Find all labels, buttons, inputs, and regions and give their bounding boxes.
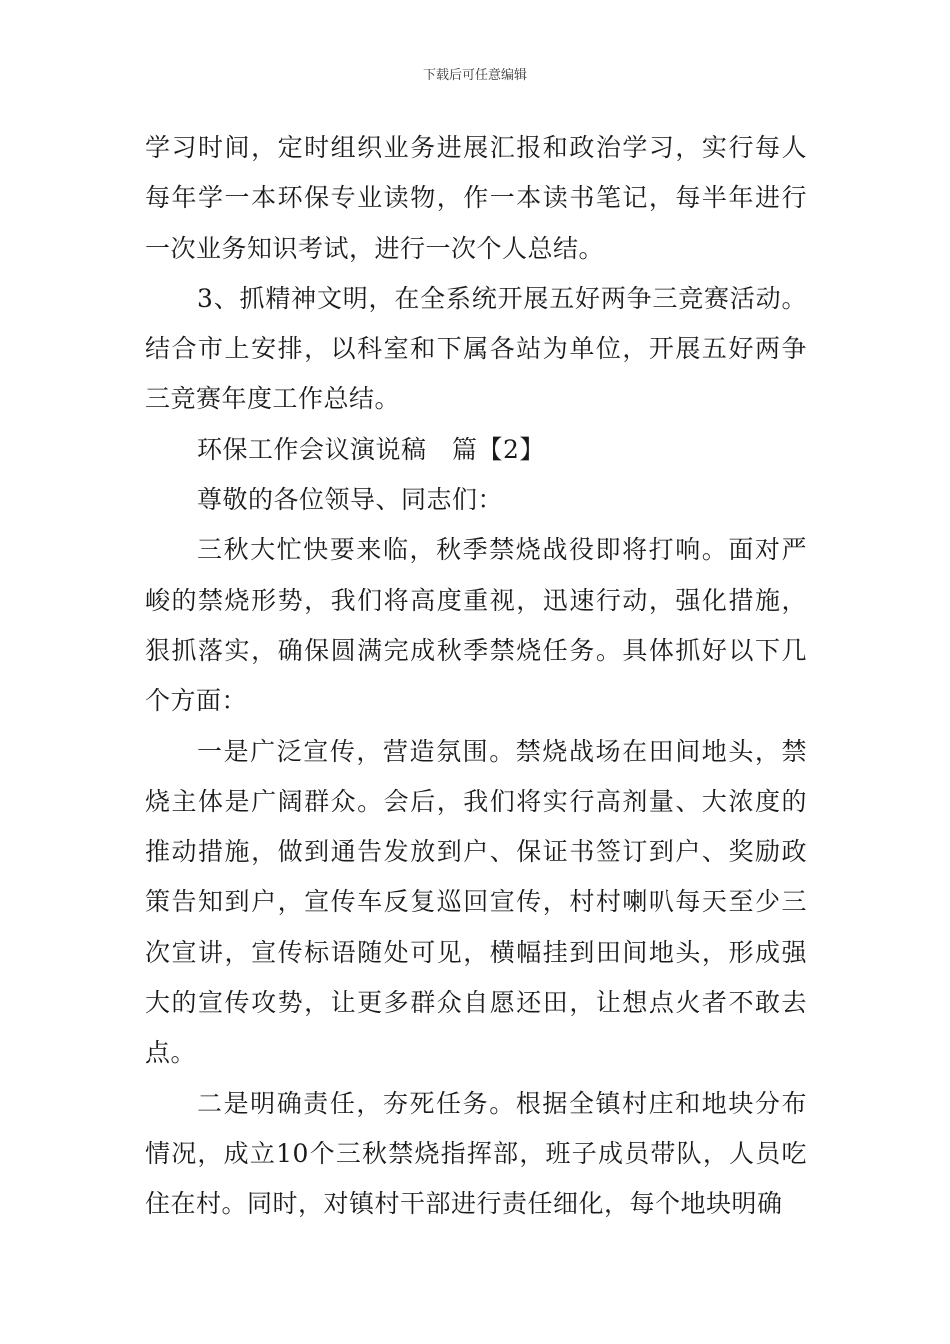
paragraph-3: 三秋大忙快要来临，秋季禁烧战役即将打响。面对严峻的禁烧形势，我们将高度重视，迅速行动，强化措施，狠抓落实，确保圆满完成秋季禁烧任务。具体抓好以下几个方面：: [145, 535, 807, 716]
paragraph-5: 二是明确责任，夯死任务。根据全镇村庄和地块分布情况，成立10个三秋禁烧指挥部，班子成员带队，人员吃住在村。同时，对镇村干部进行责任细化，每个地块明确: [145, 1088, 807, 1219]
section-title: 环保工作会议演说稿 篇【2】: [197, 434, 545, 464]
salutation: 尊敬的各位领导、同志们：: [197, 485, 504, 515]
paragraph-4: 一是广泛宣传，营造氛围。禁烧战场在田间地头，禁烧主体是广阔群众。会后，我们将实行高剂量、大浓度的推动措施，做到通告发放到户、保证书签订到户、奖励政策告知到户，宣传车反复巡回宣传，村村喇叭每天至少三次宣讲，宣传标语随处可见，横幅挂到田间地头，形成强大的宣传攻势，让更多群众自愿还田，让想点火者不敢去点。: [145, 736, 807, 1068]
paragraph-1: 学习时间，定时组织业务进展汇报和政治学习，实行每人每年学一本环保专业读物，作一本读书笔记，每半年进行一次业务知识考试，进行一次个人总结。: [145, 133, 807, 263]
document-body: [145, 123, 807, 1230]
paragraph-2: 3、抓精神文明，在全系统开展五好两争三竞赛活动。结合市上安排，以科室和下属各站为单位，开展五好两争三竞赛年度工作总结。: [145, 283, 807, 414]
page-header: 下载后可任意编辑: [422, 68, 527, 83]
